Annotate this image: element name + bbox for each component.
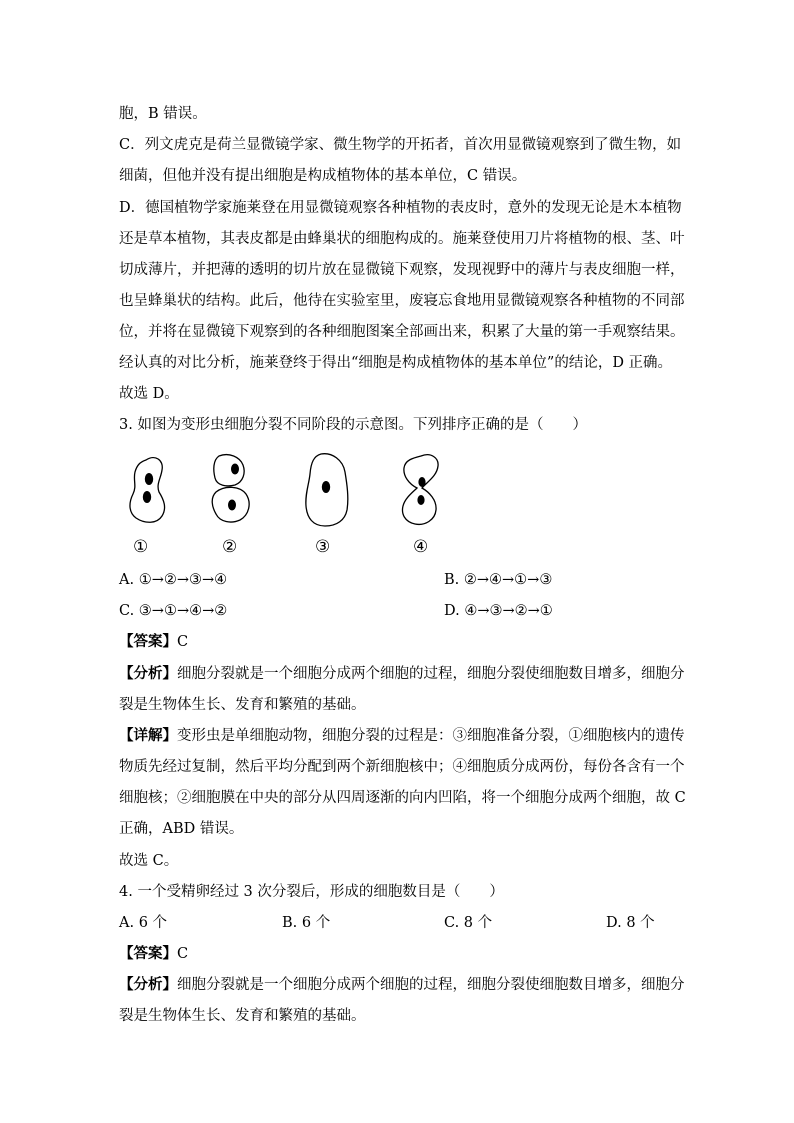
paragraph-line: 切成薄片，并把薄的透明的切片放在显微镜下观察，发现视野中的薄片与表皮细胞一样，: [119, 262, 685, 278]
cell-1-nucleus-top: [145, 473, 153, 485]
cell-2-nucleus-bottom: [228, 500, 236, 511]
detail-text: 变形虫是单细胞动物，细胞分裂的过程是：③细胞准备分裂，①细胞核内的遗传: [177, 728, 685, 744]
question-4-text: 4. 一个受精卵经过 3 次分裂后，形成的细胞数目是（ ）: [119, 884, 504, 900]
q4-option-a: A. 6 个: [119, 915, 168, 931]
cell-2-top-membrane: [214, 455, 244, 486]
q4-analysis-line: 裂是生物体生长、发育和繁殖的基础。: [119, 1008, 366, 1024]
cell-4-membrane: [403, 455, 439, 525]
q3-detail-line: 细胞核；②细胞膜在中央的部分从四周逐渐的向内凹陷，将一个细胞分成两个细胞，故 C: [119, 790, 686, 806]
analysis-text: 细胞分裂就是一个细胞分成两个细胞的过程，细胞分裂使细胞数目增多，细胞分: [177, 977, 685, 993]
figure-label-3: ③: [315, 537, 331, 557]
cell-2-nucleus-top: [231, 464, 239, 475]
paragraph-line: 还是草本植物，其表皮都是由蜂巢状的细胞构成的。施莱登使用刀片将植物的根、茎、叶: [119, 231, 685, 247]
q3-conclusion: 故选 C。: [119, 853, 179, 869]
analysis-label: 【分析】: [119, 976, 177, 993]
paragraph-line: 胞，B 错误。: [119, 106, 207, 122]
paragraph-line: 也呈蜂巢状的结构。此后，他待在实验室里，废寝忘食地用显微镜观察各种植物的不同部: [119, 293, 685, 309]
paragraph-line: 故选 D。: [119, 386, 179, 402]
analysis-label: 【分析】: [119, 665, 177, 682]
answer-label: 【答案】: [119, 945, 177, 962]
q3-answer: [119, 632, 188, 652]
q4-option-b: B. 6 个: [282, 915, 331, 931]
q4-option-c: C. 8 个: [444, 915, 493, 931]
figure-label-4: ④: [413, 537, 429, 557]
cell-1-nucleus-bottom: [143, 491, 151, 503]
paragraph-line: D．德国植物学家施莱登在用显微镜观察各种植物的表皮时，意外的发现无论是木本植物: [119, 200, 682, 216]
q3-detail-line: [119, 726, 685, 746]
q3-option-d: D. ④→③→②→①: [444, 603, 553, 619]
answer-value: C: [177, 946, 189, 962]
q3-analysis-line: [119, 664, 685, 684]
paragraph-line: 经认真的对比分析，施莱登终于得出“细胞是构成植物体的基本单位”的结论，D 正确。: [119, 355, 673, 371]
amoeba-cells-svg: [119, 448, 459, 560]
paragraph-line: 细菌，但他并没有提出细胞是构成植物体的基本单位，C 错误。: [119, 168, 527, 184]
q3-option-c: C. ③→①→④→②: [119, 603, 228, 619]
cell-3-nucleus: [322, 481, 330, 493]
detail-label: 【详解】: [119, 727, 177, 744]
cell-4-nucleus-top: [418, 477, 425, 487]
amoeba-division-figure: [119, 448, 459, 560]
cell-4-nucleus-bottom: [417, 495, 424, 505]
paragraph-line: C．列文虎克是荷兰显微镜学家、微生物学的开拓者，首次用显微镜观察到了微生物，如: [119, 137, 682, 153]
q3-detail-line: 物质先经过复制，然后平均分配到两个新细胞核中；④细胞质分成两份，每份各含有一个: [119, 759, 685, 775]
q4-analysis-line: [119, 975, 685, 995]
figure-label-1: ①: [133, 537, 149, 557]
figure-label-2: ②: [222, 537, 238, 557]
answer-value: C: [177, 634, 189, 650]
q3-detail-line: 正确，ABD 错误。: [119, 821, 244, 837]
q4-option-d: D. 8 个: [606, 915, 655, 931]
q4-answer: [119, 944, 188, 964]
q3-analysis-line: 裂是生物体生长、发育和繁殖的基础。: [119, 697, 366, 713]
question-3-text: 3. 如图为变形虫细胞分裂不同阶段的示意图。下列排序正确的是（ ）: [119, 417, 587, 433]
q3-option-b: B. ②→④→①→③: [444, 572, 553, 588]
answer-label: 【答案】: [119, 633, 177, 650]
paragraph-line: 位，并将在显微镜下观察到的各种细胞图案全部画出来，积累了大量的第一手观察结果。: [119, 324, 685, 340]
q3-option-a: A. ①→②→③→④: [119, 572, 228, 588]
analysis-text: 细胞分裂就是一个细胞分成两个细胞的过程，细胞分裂使细胞数目增多，细胞分: [177, 666, 685, 682]
cell-1-membrane: [130, 458, 165, 523]
